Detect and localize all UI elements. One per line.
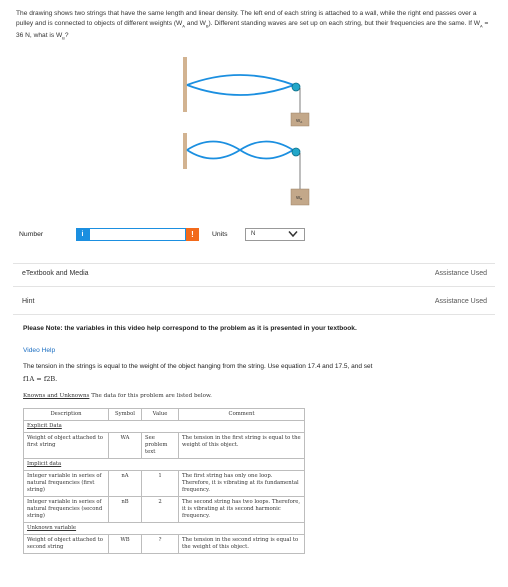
string-a-lower: [187, 85, 294, 95]
info-icon[interactable]: i: [76, 228, 89, 241]
table-cell: nB: [109, 497, 142, 523]
chevron-down-icon: [288, 230, 298, 238]
etextbook-status: Assistance Used: [434, 270, 487, 277]
knowns-description: The data for this problem are listed below.: [91, 393, 212, 399]
table-cell: The tension in the first string is equal to the weight of this object.: [179, 433, 305, 459]
frequency-formula: f1A = f2B.: [23, 375, 58, 383]
section-row: [24, 459, 305, 471]
column-header: Description: [24, 409, 109, 421]
hint-bar[interactable]: [13, 295, 495, 309]
problem-text: = 36 N, what is W: [16, 19, 489, 39]
divider: [13, 263, 495, 264]
etextbook-bar[interactable]: [13, 267, 495, 281]
number-label: Number: [19, 231, 44, 238]
section-row: [24, 523, 305, 535]
string-a-upper: [187, 75, 294, 85]
pulley-top: [292, 83, 300, 91]
table-cell: WB: [109, 535, 142, 554]
standing-wave-diagram: [180, 55, 330, 213]
table-cell: nA: [109, 471, 142, 497]
problem-text: ?: [64, 31, 69, 39]
weight-a-label: $W_A$: [296, 118, 303, 124]
warning-icon[interactable]: !: [186, 228, 199, 241]
table-cell: 1: [142, 471, 179, 497]
problem-text: The drawing shows two strings that have the same length and linear density. The left end of each string is attached to a wall, while the right end passes over a pulley and is connected to objects of different weights (W: [16, 10, 477, 27]
section-row: [24, 421, 305, 433]
table-cell: See problem text: [142, 433, 179, 459]
number-input[interactable]: [89, 228, 186, 241]
answer-row: [19, 228, 309, 242]
table-row: [24, 497, 305, 523]
knowns-title: Knowns and Unknowns: [23, 393, 90, 399]
table-header-row: [24, 409, 305, 421]
column-header: Value: [142, 409, 179, 421]
wall-bottom: [183, 133, 187, 169]
units-label: Units: [212, 231, 228, 238]
hint-status: Assistance Used: [434, 298, 487, 305]
table-cell: Weight of object attached to first string: [24, 433, 109, 459]
section-label: Unknown variable: [24, 523, 305, 535]
section-label: Explicit Data: [24, 421, 305, 433]
section-label: Implicit data: [24, 459, 305, 471]
table-cell: 2: [142, 497, 179, 523]
table-cell: The second string has two loops. Therefore, it is vibrating at its second harmonic frequency.: [179, 497, 305, 523]
table-cell: ?: [142, 535, 179, 554]
problem-text: ). Different standing waves are set up on each string, but their frequencies are the same. If W: [208, 19, 480, 27]
table-row: [24, 471, 305, 497]
weight-b-label: $W_B$: [296, 195, 303, 201]
etextbook-label: eTextbook and Media: [22, 270, 89, 277]
divider: [13, 286, 495, 287]
subscript-a: A: [479, 22, 483, 28]
table-row: [24, 433, 305, 459]
table-cell: The tension in the second string is equal to the weight of this object.: [179, 535, 305, 554]
problem-text: and W: [184, 19, 206, 27]
column-header: Symbol: [109, 409, 142, 421]
string-b-loop2: [240, 142, 293, 159]
units-select[interactable]: [245, 228, 305, 241]
video-help-link[interactable]: Video Help: [23, 347, 56, 354]
video-help-note: Please Note: the variables in this video help correspond to the problem as it is presented in your textbook.: [23, 325, 357, 332]
pulley-bottom: [292, 148, 300, 156]
problem-statement: [16, 9, 492, 42]
table-row: [24, 535, 305, 554]
table-cell: Integer variable in series of natural frequencies (first string): [24, 471, 109, 497]
units-value: N: [251, 231, 256, 237]
knowns-heading: [23, 393, 212, 399]
table-cell: Weight of object attached to second string: [24, 535, 109, 554]
hint-label: Hint: [22, 298, 35, 305]
knowns-table: [23, 408, 305, 554]
wall-top: [183, 57, 187, 112]
subscript-a: A: [182, 22, 185, 28]
table-cell: WA: [109, 433, 142, 459]
string-b-loop1: [187, 142, 240, 159]
subscript-b: B: [62, 34, 65, 40]
table-cell: The first string has only one loop. Therefore, it is vibrating at its fundamental frequency.: [179, 471, 305, 497]
column-header: Comment: [179, 409, 305, 421]
subscript-b: B: [205, 22, 209, 28]
divider: [13, 314, 495, 315]
table-cell: Integer variable in series of natural frequencies (second string): [24, 497, 109, 523]
tension-text: The tension in the strings is equal to the weight of the object hanging from the string. Use equation 17.4 and 17.5, and set: [23, 363, 373, 370]
